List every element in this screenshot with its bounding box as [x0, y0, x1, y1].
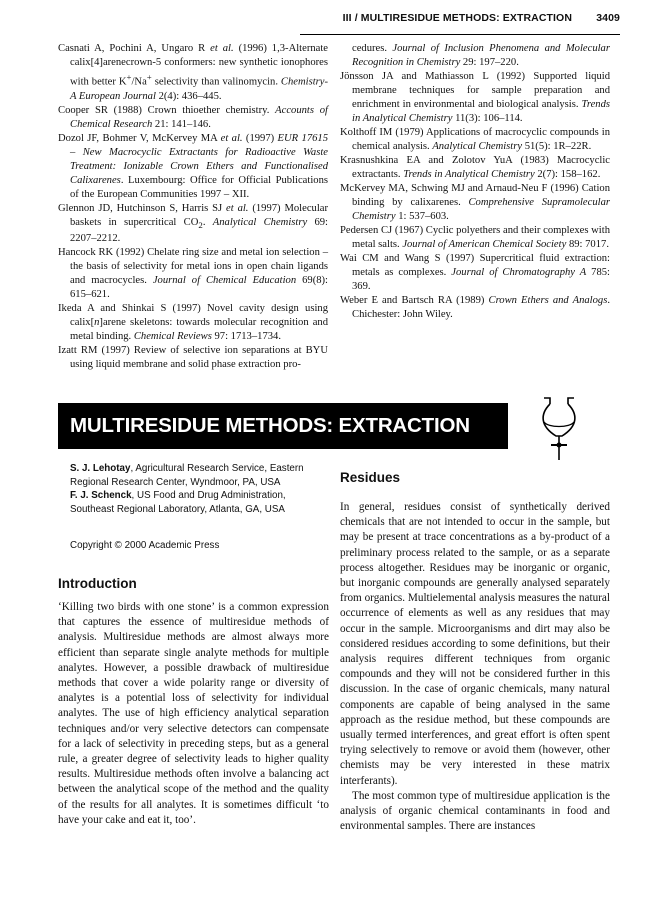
reference-item: Casnati A, Pochini A, Ungaro R et al. (1996) 1,3-Alternate calix[4]arenecrown-5 conformers: new synthetic ionophores with better K+/Na+ selectivity than valinomycin. Chemistry-A European Journal 2(4): 436–445. — [58, 43, 328, 102]
author-entry: F. J. Schenck, US Food and Drug Administration, Southeast Regional Laboratory, Atlanta, GA, USA — [70, 490, 286, 515]
reference-item: Weber E and Bartsch RA (1989) Crown Ethers and Analogs. Chichester: John Wiley. — [340, 295, 610, 320]
introduction-body — [58, 600, 329, 828]
paragraph: The most common type of multiresidue application is the analysis of organic chemical contaminants in food and environmental samples. There are instances — [340, 789, 610, 833]
reference-item: McKervey MA, Schwing MJ and Arnaud-Neu F (1996) Cation binding by calixarenes. Comprehensive Supramolecular Chemistry 1: 537–603. — [340, 183, 610, 222]
reference-item: Kolthoff IM (1979) Applications of macrocyclic compounds in chemical analysis. Analytical Chemistry 51(5): 1R–22R. — [340, 127, 610, 152]
paragraph: In general, residues consist of synthetically derived chemicals that are not intended to occur in the sample, but may be present at trace concentrations as a by-product of a preliminary process related to the sample, or as a separate process altogether. Residues may be inorganic or organic, but inorganic compounds are generally analysed separately from organics. Multielemental analysis measures the natural occurrence of elements as well as any residues that may occur in the sample. Microorganisms and dirt may also be considered residues according to some definitions, but their analysis requires different techniques from organic compounds and they will not be considered further in this discussion. In the case of organic chemicals, many natural components are capable of being analysed in the same approach as the residue method, but these compounds are usually termed interferences, and great effort is often spent trying selectively to remove or avoid them (however, other chemists may be very interested in these matrix interferants). — [340, 501, 610, 787]
page-number: 3409 — [596, 12, 620, 24]
reference-item: Jönsson JA and Mathiasson L (1992) Supported liquid membrane techniques for sample preparation and enrichment in environmental and biological analysis. Trends in Analytical Chemistry 11(3): 106–114. — [340, 71, 610, 124]
reference-item: Izatt RM (1997) Review of selective ion separations at BYU using liquid membrane and solid phase extraction pro- — [58, 344, 328, 370]
reference-item: cedures. Journal of Inclusion Phenomena and Molecular Recognition in Chemistry 29: 197–220. — [352, 43, 610, 68]
residues-body — [340, 500, 610, 834]
section-heading-introduction: Introduction — [58, 576, 137, 591]
reference-item: Krasnushkina EA and Zolotov YuA (1983) Macrocyclic extractants. Trends in Analytical Chemistry 2(7): 158–162. — [340, 155, 610, 180]
section-heading-residues: Residues — [340, 470, 401, 485]
author-entry: S. J. Lehotay, Agricultural Research Service, Eastern Regional Research Center, Wyndmoor, PA, USA — [70, 463, 304, 488]
reference-item: Wai CM and Wang S (1997) Supercritical fluid extraction: metals as complexes. Journal of Chromatography A 785: 369. — [340, 253, 611, 292]
reference-item: Cooper SR (1988) Crown thioether chemistry. Accounts of Chemical Research 21: 141–146. — [58, 104, 328, 130]
references-right-column — [340, 42, 610, 322]
references-left-column — [58, 42, 328, 372]
reference-item: Pedersen CJ (1967) Cyclic polyethers and their complexes with metal salts. Journal of American Chemical Society 89: 7017. — [340, 225, 610, 250]
reference-item: Glennon JD, Hutchinson S, Harris SJ et al. (1997) Molecular baskets in supercritical $CO_2$. Analytical Chemistry 69: 2207–2212. — [58, 202, 329, 244]
paragraph: ‘Killing two birds with one stone’ is a common expression that captures the essence of multiresidue methods of analysis. Multiresidue methods are almost always more efficient than separate single analyte methods for multiple analytes. However, a possible drawback of multiresidue methods that cover a wide polarity range or diversity of analytes is a potential loss of selectivity for individual analytes. The use of high efficiency analytical separation techniques and/or very selective detectors can compensate for a lack of selectivity in preceding steps, but as a general rule, a greater degree of selectivity leads to higher quality results. Multiresidue methods often involve a balancing act between the analytical scope of the method and the quality of the results for all analytes. It is sometimes difficult ‘to have your cake and eat it, too’. — [58, 601, 329, 826]
copyright-line: Copyright © 2000 Academic Press — [70, 540, 220, 551]
article-title-banner: MULTIRESIDUE METHODS: EXTRACTION — [58, 403, 508, 449]
running-head — [300, 6, 620, 35]
reference-item: Ikeda A and Shinkai S (1997) Novel cavity design using calix[n]arene skeletons: towards molecular recognition and metal binding. Chemical Reviews 97: 1713–1734. — [58, 302, 328, 342]
reference-item: Hancock RK (1992) Chelate ring size and metal ion selection – the basis of selectivity for metal ions in open chain ligands and macrocycles. Journal of Chemical Education 69(8): 615–621. — [58, 246, 328, 300]
separatory-funnel-icon — [534, 392, 584, 464]
reference-item: Dozol JF, Bohmer V, McKervey MA et al. (1997) EUR 17615 – New Macrocyclic Extractants for Radioactive Waste Treatment: Ionizable Crown Ethers and Functionalised Calixarenes. Luxembourg: Office for Official Publications of the European Communities 1997 – XII. — [58, 132, 329, 200]
author-affiliations — [70, 462, 332, 516]
running-head-title: III / MULTIRESIDUE METHODS: EXTRACTION — [342, 12, 572, 24]
